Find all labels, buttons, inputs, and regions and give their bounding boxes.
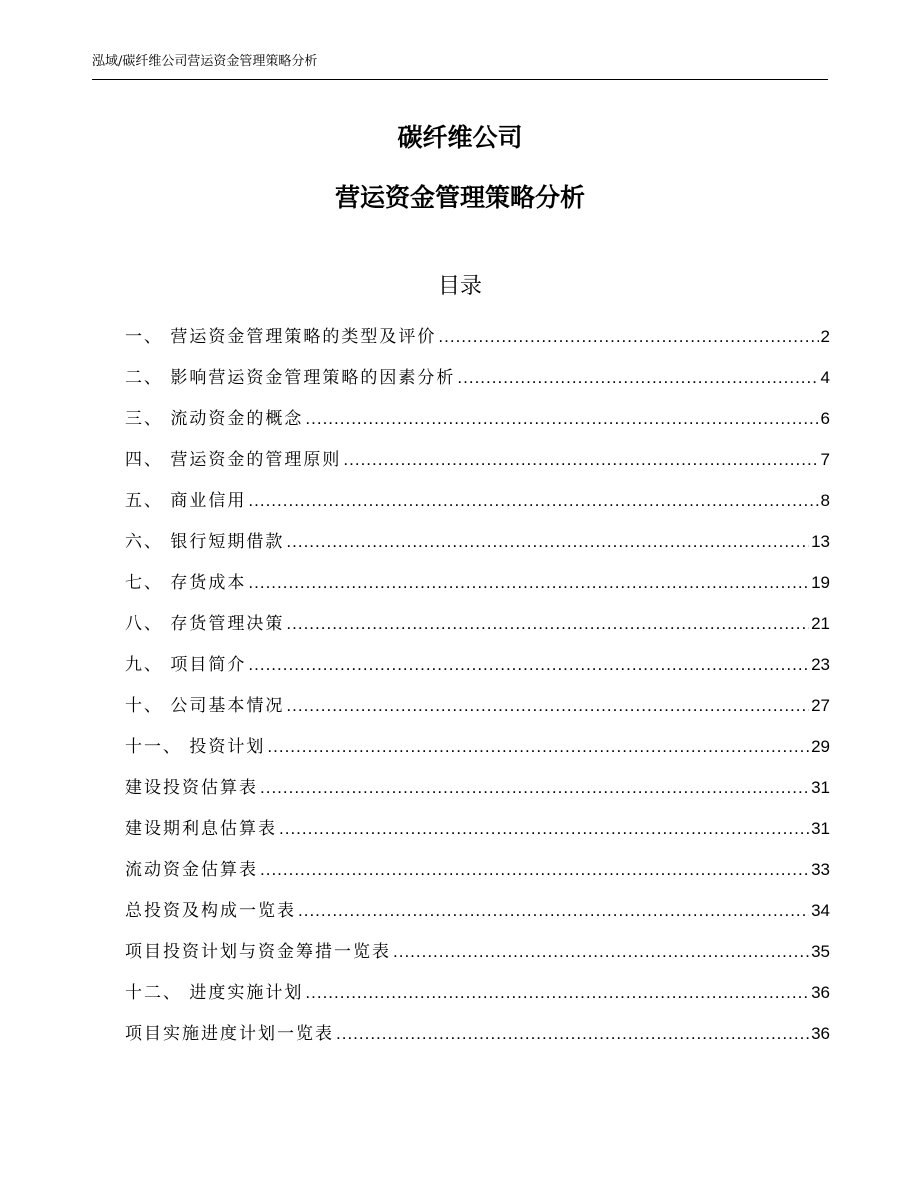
toc-entry-label: 九、 项目简介 xyxy=(125,655,247,675)
toc-leader-dots xyxy=(286,614,809,634)
toc-leader-dots xyxy=(286,532,809,552)
toc-entry[interactable] xyxy=(125,814,830,855)
toc-entry-label: 总投资及构成一览表 xyxy=(125,901,296,921)
toc-heading: 目录 xyxy=(437,274,482,299)
toc-entry-page: 31 xyxy=(811,819,830,838)
toc-leader-dots xyxy=(286,696,809,716)
toc-entry[interactable] xyxy=(125,527,830,568)
toc-entry[interactable] xyxy=(125,322,830,363)
toc-entry[interactable] xyxy=(125,445,830,486)
table-of-contents xyxy=(125,322,830,1060)
running-header xyxy=(92,53,828,80)
toc-entry-page: 35 xyxy=(811,942,830,961)
toc-entry-label: 流动资金估算表 xyxy=(125,860,258,880)
toc-entry-label: 十、 公司基本情况 xyxy=(125,696,285,716)
toc-entry-label: 四、 营运资金的管理原则 xyxy=(125,450,342,470)
toc-entry[interactable] xyxy=(125,773,830,814)
toc-entry-page: 29 xyxy=(811,737,830,756)
toc-leader-dots xyxy=(248,655,809,675)
toc-entry-page: 2 xyxy=(820,327,830,346)
toc-entry-page: 6 xyxy=(820,409,830,428)
toc-leader-dots xyxy=(248,573,809,593)
toc-leader-dots xyxy=(305,409,818,429)
toc-leader-dots xyxy=(298,901,809,921)
toc-entry[interactable] xyxy=(125,568,830,609)
toc-entry-page: 8 xyxy=(820,491,830,510)
document-title: 碳纤维公司 xyxy=(397,123,523,152)
running-header-text: 泓域/碳纤维公司营运资金管理策略分析 xyxy=(92,54,318,69)
toc-entry-page: 19 xyxy=(811,573,830,592)
toc-entry-label: 建设期利息估算表 xyxy=(125,819,277,839)
toc-entry-page: 33 xyxy=(811,860,830,879)
document-subtitle: 营运资金管理策略分析 xyxy=(334,183,585,212)
toc-leader-dots xyxy=(457,368,818,388)
toc-entry-page: 7 xyxy=(820,450,830,469)
toc-entry-page: 4 xyxy=(820,368,830,387)
toc-leader-dots xyxy=(438,327,818,347)
toc-entry[interactable] xyxy=(125,404,830,445)
toc-entry[interactable] xyxy=(125,609,830,650)
toc-entry[interactable] xyxy=(125,896,830,937)
toc-entry-page: 36 xyxy=(811,1024,830,1043)
toc-entry-page: 36 xyxy=(811,983,830,1002)
toc-leader-dots xyxy=(267,737,809,757)
toc-entry-label: 项目投资计划与资金筹措一览表 xyxy=(125,942,391,962)
toc-entry-page: 34 xyxy=(811,901,830,920)
toc-entry-page: 23 xyxy=(811,655,830,674)
toc-entry[interactable] xyxy=(125,732,830,773)
toc-entry-label: 五、 商业信用 xyxy=(125,491,247,511)
toc-entry[interactable] xyxy=(125,363,830,404)
toc-leader-dots xyxy=(279,819,809,839)
toc-entry-label: 三、 流动资金的概念 xyxy=(125,409,304,429)
toc-entry[interactable] xyxy=(125,691,830,732)
toc-entry-page: 27 xyxy=(811,696,830,715)
toc-entry[interactable] xyxy=(125,855,830,896)
toc-entry-label: 十二、 进度实施计划 xyxy=(125,983,304,1003)
toc-entry-page: 13 xyxy=(811,532,830,551)
toc-entry-label: 十一、 投资计划 xyxy=(125,737,266,757)
toc-leader-dots xyxy=(248,491,818,511)
toc-entry-label: 项目实施进度计划一览表 xyxy=(125,1024,334,1044)
toc-entry-page: 31 xyxy=(811,778,830,797)
toc-leader-dots xyxy=(343,450,818,470)
toc-entry-label: 二、 影响营运资金管理策略的因素分析 xyxy=(125,368,456,388)
toc-entry-page: 21 xyxy=(811,614,830,633)
toc-entry-label: 七、 存货成本 xyxy=(125,573,247,593)
toc-entry[interactable] xyxy=(125,1019,830,1060)
toc-entry-label: 六、 银行短期借款 xyxy=(125,532,285,552)
toc-entry-label: 八、 存货管理决策 xyxy=(125,614,285,634)
toc-leader-dots xyxy=(260,778,809,798)
toc-leader-dots xyxy=(305,983,809,1003)
toc-leader-dots xyxy=(393,942,809,962)
toc-entry[interactable] xyxy=(125,486,830,527)
toc-entry[interactable] xyxy=(125,650,830,691)
toc-entry-label: 一、 营运资金管理策略的类型及评价 xyxy=(125,327,437,347)
toc-entry[interactable] xyxy=(125,937,830,978)
toc-entry-label: 建设投资估算表 xyxy=(125,778,258,798)
toc-entry[interactable] xyxy=(125,978,830,1019)
toc-leader-dots xyxy=(336,1024,809,1044)
toc-leader-dots xyxy=(260,860,809,880)
